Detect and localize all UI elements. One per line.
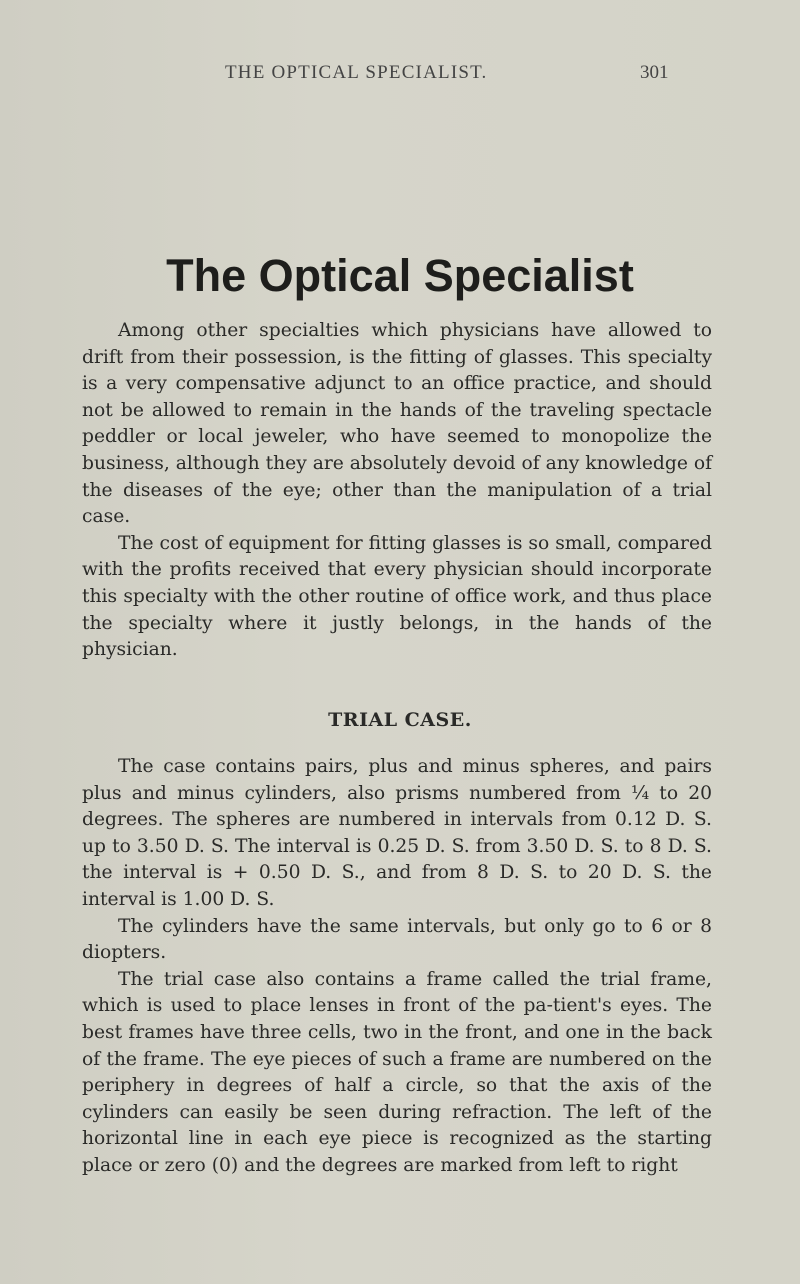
page-number: 301 [640,62,669,83]
paragraph: The cost of equipment for fitting glasses is so small, compared with the profits received that every physician should incorporate this specialty with the other routine of office work, and thus place the specialty where it justly belongs, in the hands of the physician. [82,532,712,661]
paragraph: The cylinders have the same intervals, but only go to 6 or 8 diopters. [82,915,712,964]
trial-case-section [82,754,712,1180]
section-heading: TRIAL CASE. [328,709,472,731]
intro-section [82,318,712,664]
paragraph: The trial case also contains a frame called the trial frame, which is used to place lenses in front of the pa-tient's eyes. The best frames have three cells, two in the front, and one in the back of the frame. The eye pieces of such a frame are numbered on the periphery in degrees of half a circle, so that the axis of the cylinders can easily be seen during refraction. The left of the horizontal line in each eye piece is recognized as the starting place or zero (0) and the degrees are marked from left to right [82,968,712,1176]
running-head [0,62,800,86]
running-title: THE OPTICAL SPECIALIST. [225,62,488,83]
paragraph: The case contains pairs, plus and minus spheres, and pairs plus and minus cylinders, also prisms numbered from ¼ to 20 degrees. The spheres are numbered in intervals from 0.12 D. S. up to 3.50 D. S. The interval is 0.25 D. S. from 3.50 D. S. to 8 D. S. the interval is + 0.50 D. S., and from 8 D. S. to 20 D. S. the interval is 1.00 D. S. [82,756,712,910]
chapter-title: The Optical Specialist [166,250,634,301]
paragraph: Among other specialties which physicians have allowed to drift from their possession, is the fitting of glasses. This specialty is a very compensative adjunct to an office practice, and should not be allowed to remain in the hands of the traveling spectacle peddler or local jeweler, who have seemed to monopolize the business, although they are absolutely devoid of any knowledge of the diseases of the eye; other than the manipulation of a trial case. [82,320,713,528]
